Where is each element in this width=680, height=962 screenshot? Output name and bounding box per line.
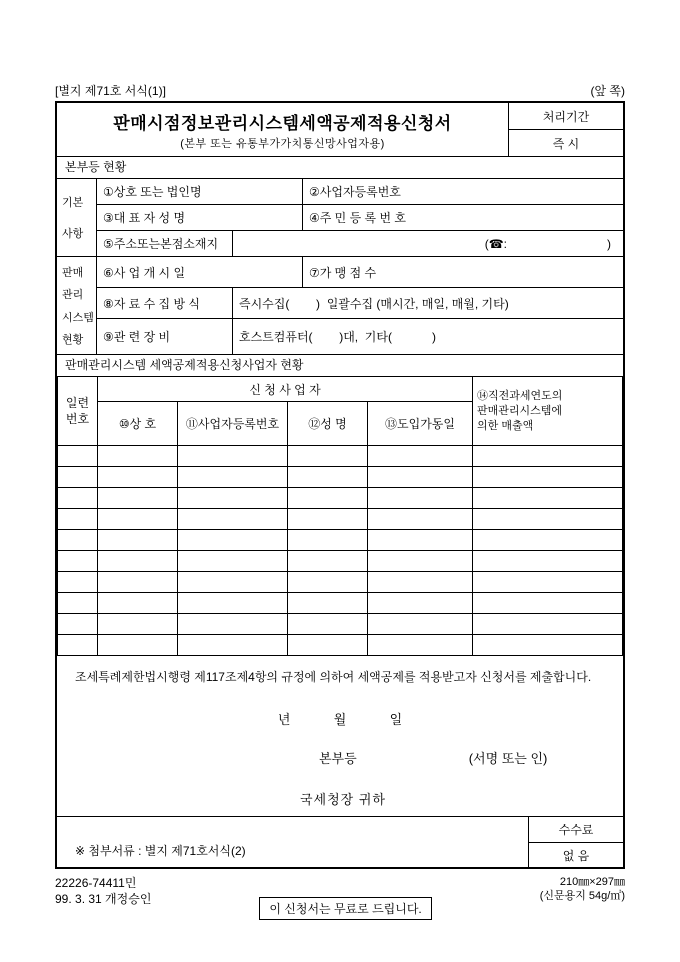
serial-header-line: 번호 [65, 412, 90, 426]
applicant-cell[interactable] [473, 635, 623, 656]
applicant-cell[interactable] [178, 467, 288, 488]
applicant-row [58, 446, 623, 467]
basic-group-label-line: 기본 [62, 197, 84, 209]
field-resident-reg-no[interactable]: ④주 민 등 록 번 호 [302, 205, 623, 230]
applicant-cell[interactable] [473, 446, 623, 467]
col-header-company: ⑩상 호 [98, 402, 178, 446]
prev-year-sales-header [473, 377, 623, 446]
applicant-cell[interactable] [368, 551, 473, 572]
field-address[interactable]: ⑤주소또는본점소재지 [103, 237, 219, 251]
col-header-name: ⑫성 명 [288, 402, 368, 446]
field-business-reg-no[interactable]: ②사업자등록번호 [302, 179, 623, 204]
applicant-cell[interactable] [58, 572, 98, 593]
applicant-cell[interactable] [98, 551, 178, 572]
field-equipment-value[interactable]: 호스트컴퓨터( )대, 기타( ) [232, 319, 623, 354]
applicant-row [58, 530, 623, 551]
applicant-cell[interactable] [473, 593, 623, 614]
recipient-label: 국세청장 귀하 [300, 792, 386, 807]
applicant-cell[interactable] [368, 488, 473, 509]
paper-spec: (신문용지 54g/㎡) [539, 890, 625, 902]
applicant-cell[interactable] [58, 446, 98, 467]
form-box [55, 101, 625, 869]
applicant-cell[interactable] [178, 446, 288, 467]
fee-box [528, 817, 623, 867]
applicant-cell[interactable] [178, 635, 288, 656]
basic-row-1 [97, 179, 623, 204]
applicant-cell[interactable] [368, 593, 473, 614]
applicant-cell[interactable] [473, 467, 623, 488]
pos-row-2 [97, 287, 623, 318]
attachment-note: ※ 첨부서류 : 별지 제71호서식(2) [75, 844, 246, 858]
applicant-cell[interactable] [178, 509, 288, 530]
applicant-cell[interactable] [288, 593, 368, 614]
applicant-cell[interactable] [98, 509, 178, 530]
applicant-cell[interactable] [473, 509, 623, 530]
applicant-cell[interactable] [178, 551, 288, 572]
applicant-cell[interactable] [368, 509, 473, 530]
applicant-cell[interactable] [288, 446, 368, 467]
field-equipment-label: ⑨관 련 장 비 [103, 330, 171, 344]
applicant-cell[interactable] [288, 530, 368, 551]
applicant-cell[interactable] [178, 488, 288, 509]
applicant-cell[interactable] [288, 509, 368, 530]
col-header-install-date: ⑬도입가동일 [368, 402, 473, 446]
field-phone[interactable]: (☎: ) [232, 231, 623, 256]
applicant-cell[interactable] [178, 614, 288, 635]
date-fill-line[interactable]: 년 월 일 [277, 712, 403, 727]
basic-row-2 [97, 204, 623, 230]
pos-system-rows [97, 257, 623, 354]
applicant-cell[interactable] [58, 509, 98, 530]
signature-row [57, 748, 623, 767]
basic-info-rows [97, 179, 623, 256]
pos-row-1 [97, 257, 623, 287]
applicant-cell[interactable] [58, 551, 98, 572]
field-business-start-date[interactable]: ⑥사 업 개 시 일 [103, 265, 186, 280]
applicant-row [58, 572, 623, 593]
basic-group-label-line: 사항 [62, 228, 84, 240]
applicant-cell[interactable] [288, 635, 368, 656]
field-representative-name[interactable]: ③대 표 자 성 명 [103, 211, 186, 225]
pos-system-band [57, 256, 623, 354]
declaration-area [57, 656, 623, 816]
applicant-sign-label: 본부등 [319, 751, 357, 766]
pos-group-label-line: 판매 [62, 266, 84, 279]
processing-period-box [508, 103, 623, 156]
pos-group-label-line: 시스템 [62, 311, 94, 324]
applicant-cell[interactable] [473, 530, 623, 551]
applicant-row [58, 509, 623, 530]
applicant-cell[interactable] [473, 572, 623, 593]
prev-year-sales-line: 판매관리시스템에 [477, 404, 563, 417]
applicant-cell[interactable] [368, 467, 473, 488]
applicant-cell[interactable] [473, 551, 623, 572]
applicant-cell[interactable] [368, 614, 473, 635]
applicant-row [58, 635, 623, 656]
applicant-cell[interactable] [58, 467, 98, 488]
applicant-cell[interactable] [368, 446, 473, 467]
free-notice-box: 이 신청서는 무료로 드립니다. [259, 897, 431, 920]
doc-code: 22226-74411민 [55, 876, 137, 890]
applicant-row [58, 551, 623, 572]
applicant-cell[interactable] [288, 572, 368, 593]
hq-section-heading: 본부등 현황 [57, 156, 623, 178]
serial-header-line: 일련 [65, 396, 90, 410]
applicant-cell[interactable] [368, 530, 473, 551]
applicants-header-row-1 [58, 377, 623, 402]
processing-period-label: 처리기간 [509, 103, 623, 130]
applicant-cell[interactable] [58, 614, 98, 635]
paper-spec-block [540, 875, 625, 903]
applicant-cell[interactable] [58, 488, 98, 509]
page-side-label: (앞 쪽) [590, 84, 625, 98]
fee-label: 수수료 [529, 817, 623, 843]
field-company-name[interactable]: ①상호 또는 법인명 [103, 185, 202, 199]
field-franchise-count[interactable]: ⑦가 맹 점 수 [302, 257, 623, 287]
applicant-cell[interactable] [98, 530, 178, 551]
applicant-cell[interactable] [58, 635, 98, 656]
applicant-cell[interactable] [288, 551, 368, 572]
applicant-cell[interactable] [288, 467, 368, 488]
applicant-cell[interactable] [473, 488, 623, 509]
revision-approval: 99. 3. 31 개정승인 [55, 892, 152, 906]
fee-value: 없 음 [562, 848, 590, 863]
prev-year-sales-line: 의한 매출액 [477, 419, 534, 432]
form-title: 판매시점정보관리시스템세액공제적용신청서 [113, 113, 452, 133]
prev-year-sales-line: ⑭직전과세연도의 [477, 389, 563, 402]
applicant-empty-rows [58, 446, 623, 656]
serial-column-header [58, 377, 98, 446]
applicant-cell[interactable] [98, 593, 178, 614]
basic-group-label [57, 179, 97, 256]
basic-info-band [57, 178, 623, 256]
applicant-cell[interactable] [178, 593, 288, 614]
applicant-cell[interactable] [58, 593, 98, 614]
applicants-table [57, 376, 623, 656]
signature-hint[interactable]: (서명 또는 인) [468, 751, 548, 766]
applicants-section-heading: 판매관리시스템 세액공제적용신청사업자 현황 [57, 354, 623, 376]
field-data-collection-label: ⑧자 료 수 집 방 식 [103, 296, 200, 311]
processing-period-value: 즉 시 [552, 136, 580, 151]
pos-group-label-line: 현황 [62, 334, 84, 347]
applicant-cell[interactable] [473, 614, 623, 635]
bottom-area [55, 875, 625, 920]
col-header-business-reg-no: ⑪사업자등록번호 [178, 402, 288, 446]
applicant-cell[interactable] [98, 614, 178, 635]
form-subtitle: (본부 또는 유통부가가치통신망사업자용) [180, 137, 385, 150]
applicant-cell[interactable] [98, 572, 178, 593]
declaration-text: 조세특례제한법시행령 제117조제4항의 규정에 의하여 세액공제를 적용받고자 신청서를 제출합니다. [75, 670, 592, 684]
applicant-row [58, 467, 623, 488]
title-area [57, 103, 508, 156]
applicant-cell[interactable] [58, 530, 98, 551]
applicant-cell[interactable] [288, 488, 368, 509]
field-data-collection-options[interactable]: 즉시수집( ) 일괄수집 (매시간, 매일, 매월, 기타) [232, 288, 623, 318]
pos-row-3 [97, 318, 623, 354]
doc-code-block [55, 875, 151, 907]
paper-size: 210㎜×297㎜ [559, 876, 625, 888]
pos-group-label [57, 257, 97, 354]
applicant-cell[interactable] [98, 446, 178, 467]
applicant-row [58, 614, 623, 635]
applicant-cell[interactable] [178, 572, 288, 593]
applicant-cell[interactable] [288, 614, 368, 635]
form-footer-row [57, 816, 623, 867]
applicant-cell[interactable] [368, 635, 473, 656]
basic-row-3 [97, 230, 623, 256]
applicant-cell[interactable] [98, 635, 178, 656]
pos-group-label-line: 관리 [62, 289, 84, 302]
top-labels [55, 82, 625, 99]
applicant-row [58, 593, 623, 614]
applicant-cell[interactable] [98, 467, 178, 488]
applicant-cell[interactable] [98, 488, 178, 509]
applicant-row [58, 488, 623, 509]
applicant-cell[interactable] [178, 530, 288, 551]
title-row [57, 103, 623, 156]
form-number-label: [별지 제71호 서식(1)] [55, 84, 166, 98]
applicant-cell[interactable] [368, 572, 473, 593]
applicant-group-header: 신 청 사 업 자 [98, 377, 473, 402]
